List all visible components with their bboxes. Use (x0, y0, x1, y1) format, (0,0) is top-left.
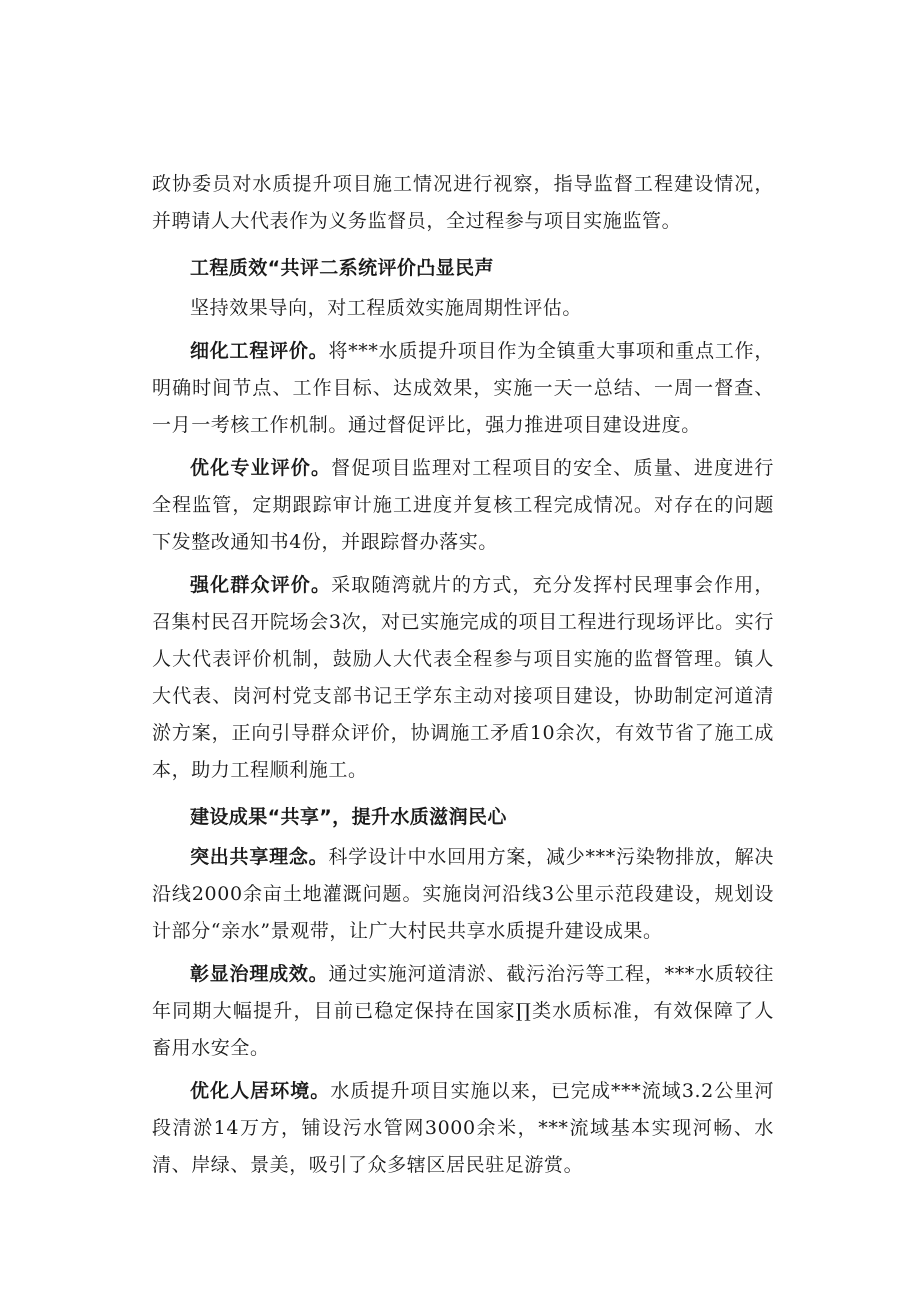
paragraph-body: 科学设计中水回用方案，减少***污染物排放，解决沿线2000余亩土地灌溉问题。实施岗河沿线3公里示范段建设，规划设计部分“亲水”景观带，让广大村民共享水质提升建设成果。 (152, 846, 775, 942)
lead-phrase: 彰显治理成效。 (190, 963, 329, 985)
paragraph-living-environment (152, 1073, 774, 1184)
paragraph-body: 将***水质提升项目作为全镇重大事项和重点工作，明确时间节点、工作目标、达成效果，实施一天一总结、一周一督查、一月一考核工作机制。通过督促评比，强力推进项目建设进度。 (152, 340, 775, 436)
paragraph-sharing-concept (152, 839, 774, 950)
paragraph-intro: 坚持效果导向，对工程质效实施周期性评估。 (190, 297, 583, 319)
paragraph-public-evaluation (152, 567, 774, 789)
paragraph-body: 督促项目监理对工程项目的安全、质量、进度进行全程监管，定期跟踪审计施工进度并复核工程完成情况。对存在的问题下发整改通知书4份，并跟踪督办落实。 (152, 457, 775, 553)
lead-phrase: 优化专业评价。 (190, 457, 332, 479)
lead-phrase: 强化群众评价。 (190, 574, 332, 596)
paragraph-body: 水质提升项目实施以来，已完成***流域3.2公里河段清淤14万方，铺设污水管网3000余米，***流域基本实现河畅、水清、岸绿、景美，吸引了众多辖区居民驻足游赏。 (152, 1080, 775, 1176)
lead-phrase: 突出共享理念。 (190, 846, 329, 868)
paragraph-engineering-evaluation (152, 333, 774, 444)
section-heading-sharing: 建设成果“共享”，提升水质滋润民心 (190, 806, 507, 828)
paragraph-body: 通过实施河道清淤、截污治污等工程，***水质较往年同期大幅提升，目前已稳定保持在国家∏类水质标准，有效保障了人畜用水安全。 (152, 963, 775, 1059)
paragraph-governance-results (152, 956, 774, 1067)
paragraph-professional-evaluation (152, 450, 774, 561)
paragraph-continued: 政协委员对水质提升项目施工情况进行视察，指导监督工程建设情况，并聘请人大代表作为义务监督员，全过程参与项目实施监管。 (152, 173, 774, 232)
section-heading-evaluation: 工程质效“共评二系统评价凸显民声 (190, 257, 494, 279)
paragraph-body: 采取随湾就片的方式，充分发挥村民理事会作用，召集村民召开院场会3次，对已实施完成的项目工程进行现场评比。实行人大代表评价机制，鼓励人大代表全程参与项目实施的监督管理。镇人大代表、岗河村党支部书记王学东主动对接项目建设，协助制定河道清淤方案，正向引导群众评价，协调施工矛盾10余次，有效节省了施工成本，助力工程顺利施工。 (152, 574, 775, 781)
lead-phrase: 细化工程评价。 (190, 340, 329, 362)
document-body (152, 166, 774, 1184)
lead-phrase: 优化人居环境。 (190, 1080, 331, 1102)
